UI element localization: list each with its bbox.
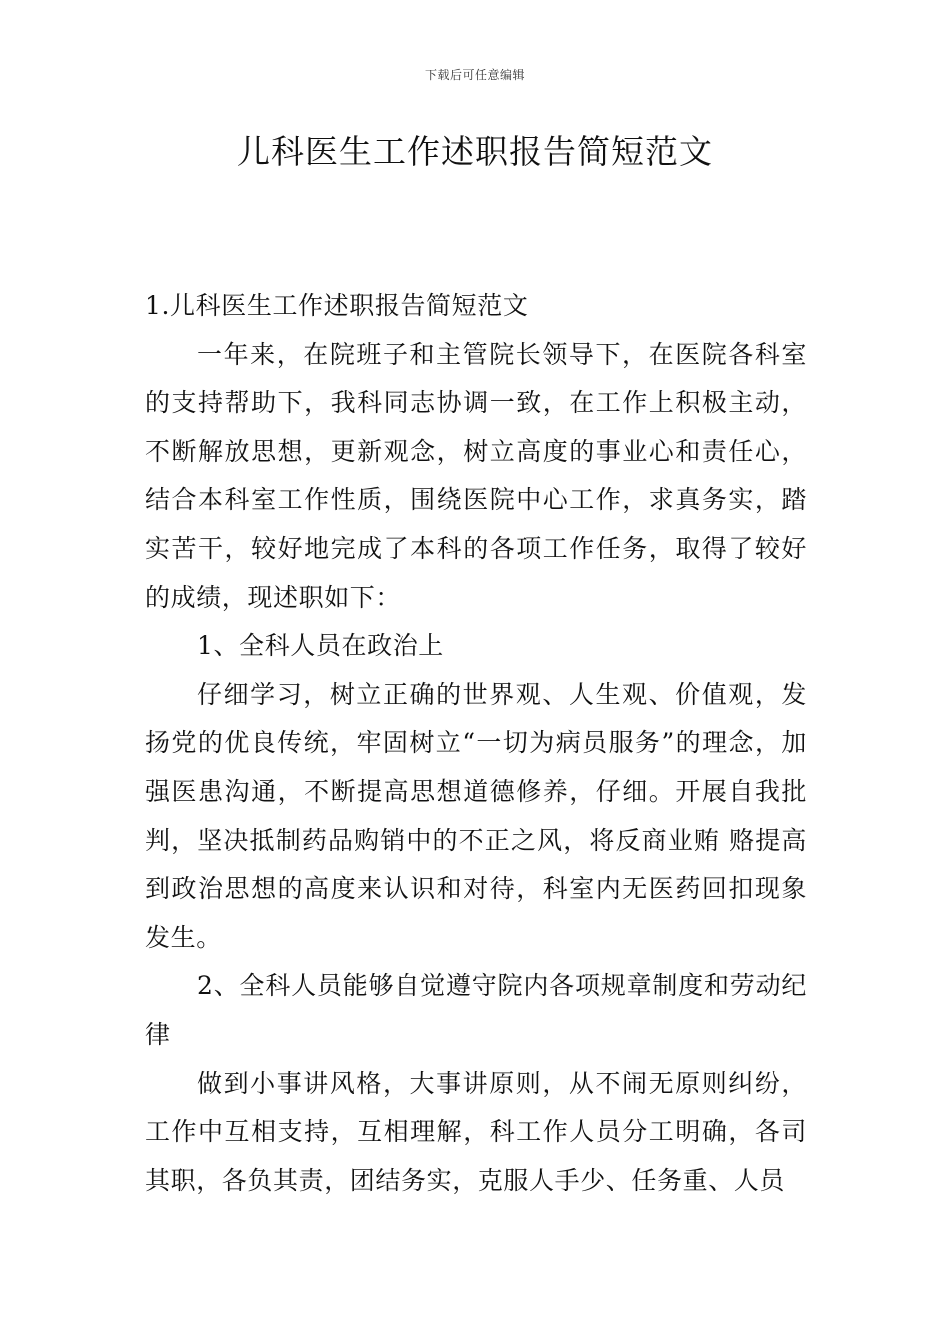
section-heading: 1.儿科医生工作述职报告简短范文 xyxy=(145,291,529,320)
page-header-note: 下载后可任意编辑 xyxy=(424,68,525,82)
paragraph-intro: 一年来，在院班子和主管院长领导下，在医院各科室的支持帮助下，我科同志协调一致，在工作上积极主动，不断解放思想，更新观念，树立高度的事业心和责任心，结合本科室工作性质，围绕医院中心工作，求真务实，踏实苦干，较好地完成了本科的各项工作任务，取得了较好的成绩，现述职如下： xyxy=(145,339,807,612)
document-body xyxy=(145,282,807,1205)
paragraph-item-2-heading: 2、全科人员能够自觉遵守院内各项规章制度和劳动纪律 xyxy=(145,971,807,1049)
paragraph-item-1-heading: 1、全科人员在政治上 xyxy=(197,631,444,661)
paragraph-item-1-body: 仔细学习，树立正确的世界观、人生观、价值观，发扬党的优良传统，牢固树立“一切为病员服务”的理念，加强医患沟通，不断提高思想道德修养，仔细。开展自我批判，坚决抵制药品购销中的不正之风，将反商业贿 赂提高到政治思想的高度来认识和对待，科室内无医药回扣现象发生。 xyxy=(145,679,807,952)
paragraph-item-2-body: 做到小事讲风格，大事讲原则，从不闹无原则纠纷，工作中互相支持，互相理解，科工作人员分工明确，各司其职，各负其责，团结务实，克服人手少、任务重、人员 xyxy=(145,1068,807,1195)
document-title: 儿科医生工作述职报告简短范文 xyxy=(237,132,713,171)
